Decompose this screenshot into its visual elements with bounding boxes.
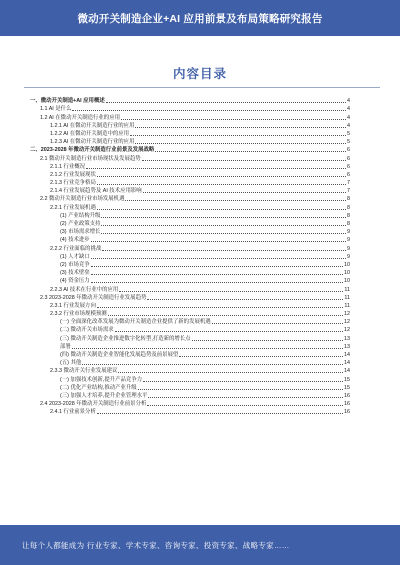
toc-leader-dots bbox=[212, 323, 343, 324]
toc-entry-page: 8 bbox=[347, 212, 350, 219]
toc-leader-dots bbox=[91, 282, 343, 283]
toc-entry[interactable] bbox=[30, 227, 350, 235]
toc-entry[interactable] bbox=[30, 153, 350, 161]
toc-entry-label: 一、微动开关制造+AI 应用概述 bbox=[30, 98, 105, 105]
toc-entry[interactable] bbox=[30, 170, 350, 178]
toc-entry-page: 11 bbox=[344, 294, 350, 301]
toc-entry[interactable] bbox=[30, 129, 350, 137]
toc-leader-dots bbox=[135, 143, 346, 144]
toc-heading: 内容目录 bbox=[172, 67, 227, 81]
toc-entry[interactable] bbox=[30, 145, 350, 153]
toc-entry-page: 9 bbox=[347, 245, 350, 252]
toc-leader-dots bbox=[143, 192, 346, 193]
toc-entry-label: 2.3 2023-2028 年微动开关制造行业发展趋势 bbox=[40, 294, 147, 301]
toc-entry-label: 1.2.3 AI 在微动开关制造行业的应用 bbox=[50, 139, 135, 146]
toc-entry-label: 1.2.1 AI 在微动开关制造行业的应用 bbox=[50, 122, 135, 129]
toc-entry-page: 6 bbox=[347, 163, 350, 170]
toc-entry-label: (三) 微动开关制造企业推进数字化转型,打造新的增长点 bbox=[60, 335, 191, 342]
toc-leader-dots bbox=[91, 274, 343, 275]
toc-entry[interactable] bbox=[30, 219, 350, 227]
toc-entry-label: 2.1 微动开关制造行业市场现状及发展趋势 bbox=[40, 155, 141, 162]
toc-entry-page: 15 bbox=[344, 384, 350, 391]
toc-entry-label: (二) 微动开关市场需求 bbox=[60, 327, 114, 334]
toc-leader-dots bbox=[147, 405, 343, 406]
toc-entry[interactable] bbox=[30, 391, 350, 399]
toc-entry[interactable] bbox=[30, 194, 350, 202]
toc-entry-page: 8 bbox=[347, 221, 350, 227]
toc-entry-page: 4 bbox=[347, 122, 350, 129]
toc-entry-page: 8 bbox=[347, 196, 350, 203]
toc-entry-page: 9 bbox=[347, 237, 350, 244]
toc-leader-dots bbox=[101, 225, 346, 226]
toc-entry[interactable] bbox=[30, 121, 350, 129]
divider bbox=[24, 87, 380, 88]
toc-leader-dots bbox=[125, 200, 346, 201]
report-title: 微动开关制造企业+AI 应用前景及布局策略研究报告 bbox=[77, 12, 323, 25]
toc-entry-label: (1) 人才缺口 bbox=[60, 253, 90, 260]
toc-entry-label: (2) 市场竞争 bbox=[60, 261, 90, 268]
toc-entry-label: (四) 微动开关制造企业智能化发展趋势及前景展望 bbox=[60, 352, 179, 358]
toc-entry-label: 2.3.1 行业发展方向 bbox=[50, 302, 96, 309]
toc-leader-dots bbox=[91, 241, 346, 242]
toc-entry[interactable] bbox=[30, 96, 350, 104]
toc-leader-dots bbox=[101, 233, 346, 234]
toc-entry-page: 12 bbox=[344, 319, 350, 326]
toc-entry-page: 14 bbox=[344, 360, 350, 367]
toc-entry-page: 6 bbox=[347, 147, 350, 154]
toc-entry[interactable] bbox=[30, 342, 350, 350]
toc-entry-page: 7 bbox=[347, 180, 350, 187]
toc-entry-page: 10 bbox=[344, 270, 350, 277]
toc-entry-label: 2.1.1 行业概况 bbox=[50, 163, 86, 170]
toc-entry[interactable] bbox=[30, 407, 350, 415]
toc-entry[interactable] bbox=[30, 137, 350, 145]
toc-entry[interactable] bbox=[30, 260, 350, 268]
toc-entry-page: 4 bbox=[347, 114, 350, 121]
toc-entry-page: 6 bbox=[347, 155, 350, 162]
toc-entry[interactable] bbox=[30, 358, 350, 366]
toc-leader-dots bbox=[97, 209, 346, 210]
toc-entry[interactable] bbox=[30, 383, 350, 391]
toc-entry[interactable] bbox=[30, 366, 350, 374]
toc-entry[interactable] bbox=[30, 374, 350, 382]
toc-entry-label: (2) 产业政策支持 bbox=[60, 221, 101, 227]
toc-entry[interactable] bbox=[30, 350, 350, 358]
toc-leader-dots bbox=[106, 102, 346, 103]
toc-leader-dots bbox=[143, 381, 343, 382]
toc-leader-dots bbox=[86, 168, 346, 169]
toc-entry[interactable] bbox=[30, 399, 350, 407]
toc-entry-page: 14 bbox=[344, 352, 350, 358]
toc-entry-label: 2.2.1 行业发展机遇 bbox=[50, 204, 96, 211]
toc-entry[interactable] bbox=[30, 301, 350, 309]
toc-entry-page: 12 bbox=[344, 327, 350, 334]
toc-entry-page: 10 bbox=[344, 278, 350, 285]
toc-entry[interactable] bbox=[30, 284, 350, 292]
toc-entry-page: 16 bbox=[344, 401, 350, 408]
toc-leader-dots bbox=[192, 340, 343, 341]
toc-leader-dots bbox=[179, 356, 343, 357]
toc-entry-label: (二) 优化产业结构,推动产业升级 bbox=[60, 384, 137, 391]
page-footer bbox=[0, 525, 400, 565]
toc-entry-page: 5 bbox=[347, 130, 350, 137]
toc-leader-dots bbox=[119, 291, 343, 292]
toc-entry-label: 2.4.1 行业前景分析 bbox=[50, 409, 96, 416]
toc-leader-dots bbox=[121, 119, 346, 120]
toc-entry-label: 2.3.2 行业市场规模预测 bbox=[50, 311, 107, 318]
toc-entry[interactable] bbox=[30, 309, 350, 317]
toc-leader-dots bbox=[138, 389, 343, 390]
toc-entry[interactable] bbox=[30, 276, 350, 284]
toc-entry-label: (3) 市场需求增长 bbox=[60, 229, 101, 236]
toc-entry-page: 5 bbox=[347, 139, 350, 146]
toc-entry[interactable] bbox=[30, 252, 350, 260]
toc-entry-label: 二、2023-2028 年微动开关制造行业前景及发展战略 bbox=[30, 147, 155, 154]
toc-entry-label: (五) 其他 bbox=[60, 360, 82, 367]
toc-leader-dots bbox=[115, 331, 343, 332]
toc-entry-label: 2.1.2 行业发展现状 bbox=[50, 171, 96, 178]
toc-leader-dots bbox=[142, 160, 346, 161]
toc-entry-page: 15 bbox=[344, 376, 350, 383]
toc-entry-page: 14 bbox=[344, 368, 350, 375]
toc-entry-label: 2.1.4 行业发展趋势及 AI 技术应用影响 bbox=[50, 188, 142, 195]
toc-leader-dots bbox=[82, 364, 343, 365]
toc-leader-dots bbox=[130, 135, 346, 136]
toc-entry[interactable] bbox=[30, 178, 350, 186]
toc-entry-page: 9 bbox=[347, 253, 350, 260]
toc-leader-dots bbox=[91, 258, 346, 259]
toc-entry[interactable] bbox=[30, 211, 350, 219]
toc-entry-page: 7 bbox=[347, 188, 350, 195]
toc-entry[interactable] bbox=[30, 268, 350, 276]
toc-leader-dots bbox=[108, 315, 343, 316]
toc-leader-dots bbox=[97, 307, 344, 308]
toc-leader-dots bbox=[135, 127, 346, 128]
toc-entry-page: 4 bbox=[347, 106, 350, 113]
toc-entry-page: 6 bbox=[347, 171, 350, 178]
toc-leader-dots bbox=[97, 184, 346, 185]
toc-entry[interactable] bbox=[30, 243, 350, 251]
toc-entry-label: 1.2 AI 在微动开关制造行业的应用 bbox=[40, 114, 120, 121]
page-header bbox=[0, 0, 400, 36]
toc-leader-dots bbox=[97, 413, 343, 414]
toc-entry[interactable] bbox=[30, 333, 350, 341]
toc-entry-page: 10 bbox=[344, 261, 350, 268]
toc-entry[interactable] bbox=[30, 112, 350, 120]
toc-entry-label: (3) 技术壁垒 bbox=[60, 270, 90, 277]
toc-entry-page: 16 bbox=[344, 409, 350, 416]
toc-entry-label: 2.4 2023-2028 年微动开关制造行业前景分析 bbox=[40, 401, 147, 408]
toc-entry-page: 4 bbox=[347, 98, 350, 105]
toc-entry-label: (1) 产业结构升级 bbox=[60, 212, 101, 219]
toc-leader-dots bbox=[97, 176, 346, 177]
table-of-contents bbox=[30, 96, 350, 415]
toc-entry-page: 11 bbox=[344, 286, 350, 293]
toc-entry-page: 11 bbox=[344, 302, 350, 309]
toc-leader-dots bbox=[91, 266, 343, 267]
toc-entry[interactable] bbox=[30, 202, 350, 210]
toc-entry[interactable] bbox=[30, 293, 350, 301]
toc-entry-page: 8 bbox=[347, 204, 350, 211]
toc-entry-label: (三) 加强人才培养,提升企业管理水平 bbox=[60, 392, 148, 399]
toc-entry[interactable] bbox=[30, 325, 350, 333]
toc-entry-label: 1.2.2 AI 在微动开关制造中的应用 bbox=[50, 130, 130, 137]
toc-leader-dots bbox=[118, 372, 343, 373]
toc-entry[interactable] bbox=[30, 104, 350, 112]
toc-entry[interactable] bbox=[30, 235, 350, 243]
toc-entry-page: 9 bbox=[347, 229, 350, 236]
toc-leader-dots bbox=[101, 217, 346, 218]
toc-entry-label: (一) 全面深化改革发展为微动开关制造企业提供了新的发展机遇 bbox=[60, 319, 211, 326]
toc-entry-page: 16 bbox=[344, 392, 350, 399]
toc-entry-label: 1.1 AI 是什么 bbox=[40, 106, 72, 113]
toc-leader-dots bbox=[72, 348, 343, 349]
toc-entry-label: 2.3.3 微动开关行业发展建议 bbox=[50, 368, 118, 375]
toc-entry-label: 2.1.3 行业竞争格局 bbox=[50, 180, 96, 187]
toc-entry-page: 12 bbox=[344, 311, 350, 318]
footer-slogan: 让每个人都能成为 行业专家、学术专家、咨询专家、投资专家、战略专家…… bbox=[22, 540, 290, 550]
toc-entry-page: 13 bbox=[344, 343, 350, 350]
toc-entry-page: 13 bbox=[344, 335, 350, 342]
toc-entry-label: 部署 bbox=[60, 343, 71, 350]
toc-leader-dots bbox=[102, 250, 346, 251]
toc-entry[interactable] bbox=[30, 186, 350, 194]
toc-leader-dots bbox=[72, 110, 346, 111]
toc-entry-label: (4) 资金压力 bbox=[60, 278, 90, 285]
toc-entry-label: 2.2.2 行业面临的挑战 bbox=[50, 245, 102, 252]
toc-leader-dots bbox=[147, 299, 343, 300]
toc-entry-label: (一) 加强技术创新,提升产品竞争力 bbox=[60, 376, 143, 383]
toc-entry[interactable] bbox=[30, 162, 350, 170]
toc-leader-dots bbox=[148, 397, 343, 398]
toc-entry-label: 2.2.3 AI 技术在行业中的应用 bbox=[50, 286, 119, 293]
toc-entry-label: (4) 技术进步 bbox=[60, 237, 90, 244]
toc-leader-dots bbox=[155, 151, 346, 152]
toc-entry-label: 2.2 微动开关制造行业市场发展机遇 bbox=[40, 196, 125, 203]
toc-entry[interactable] bbox=[30, 317, 350, 325]
